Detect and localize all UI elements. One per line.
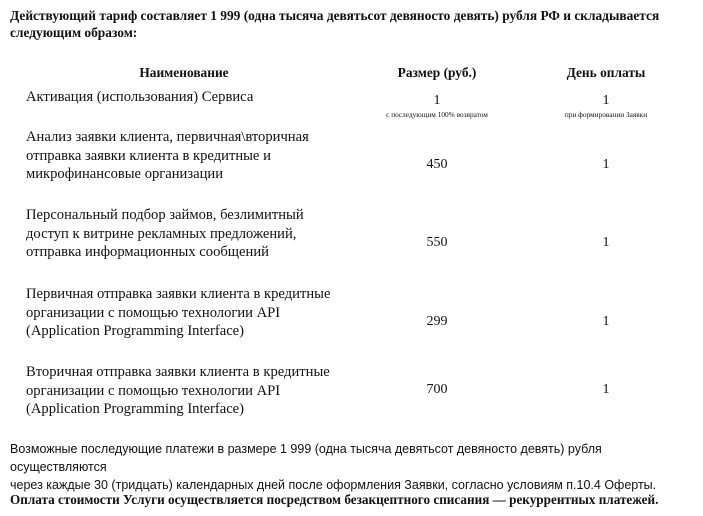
- row-selection-day: 1: [602, 235, 610, 250]
- row-name-line: организации с помощью технологии API: [26, 304, 281, 321]
- tariff-intro-line-2: следующим образом:: [10, 25, 138, 40]
- row-activation-name: [26, 88, 356, 107]
- row-name-line: отправка заявки клиента в кредитные и: [26, 147, 271, 164]
- row-activation-size-note: с последующим 100% возвратом: [386, 110, 488, 119]
- row-name-line: Первичная отправка заявки клиента в кредитные: [26, 286, 331, 302]
- row-secondary-api-day: 1: [602, 382, 610, 397]
- row-name-line: Вторичная отправка заявки клиента в кредитные: [26, 364, 330, 380]
- row-name-line: Активация (использования) Сервиса: [26, 89, 254, 105]
- row-name-line: отправка информационных сообщений: [26, 244, 269, 260]
- recurring-payments-line-2: через каждые 30 (тридцать) календарных дней после оформления Заявки, согласно условиям п.10.4 Оферты.: [10, 478, 657, 492]
- row-activation-day: 1: [602, 93, 610, 108]
- row-analysis-name: [26, 128, 356, 184]
- row-name-line: доступ к витрине рекламных предложений,: [26, 225, 297, 242]
- row-secondary-api-size: 700: [426, 382, 448, 397]
- row-primary-api-name: [26, 285, 356, 341]
- row-secondary-api-name: [26, 363, 356, 419]
- row-activation-size: 1: [433, 93, 441, 108]
- row-analysis-size: 450: [426, 157, 448, 172]
- recurring-payments-note: [10, 440, 695, 494]
- row-activation-day-note: при формировании Заявки: [564, 110, 648, 119]
- row-name-line: (Application Programming Interface): [26, 401, 245, 417]
- tariff-intro: [10, 7, 690, 41]
- recurring-payments-line-1: Возможные последующие платежи в размере 1 999 (одна тысяча девятьсот девяносто девять) рубля осуществляются: [10, 442, 602, 474]
- row-name-line: организации с помощью технологии API: [26, 382, 281, 399]
- row-selection-size: 550: [426, 235, 448, 250]
- payment-method-footer: Оплата стоимости Услуги осуществляется посредством безакцептного списания — рекуррентных платежей.: [10, 492, 659, 507]
- row-name-line: Анализ заявки клиента, первичная\вторичная: [26, 129, 309, 145]
- row-name-line: (Application Programming Interface): [26, 323, 245, 339]
- row-primary-api-size: 299: [426, 314, 448, 329]
- header-day: День оплаты: [566, 65, 646, 80]
- row-selection-name: [26, 206, 356, 262]
- header-size: Размер (руб.): [397, 65, 477, 80]
- tariff-intro-line-1: Действующий тариф составляет 1 999 (одна тысяча девятьсот девяносто девять) рубля РФ и складывается: [10, 8, 660, 23]
- row-name-line: Персональный подбор займов, безлимитный: [26, 207, 304, 223]
- row-analysis-day: 1: [602, 157, 610, 172]
- row-name-line: микрофинансовые организации: [26, 166, 224, 182]
- row-primary-api-day: 1: [602, 314, 610, 329]
- header-name: Наименование: [139, 65, 229, 80]
